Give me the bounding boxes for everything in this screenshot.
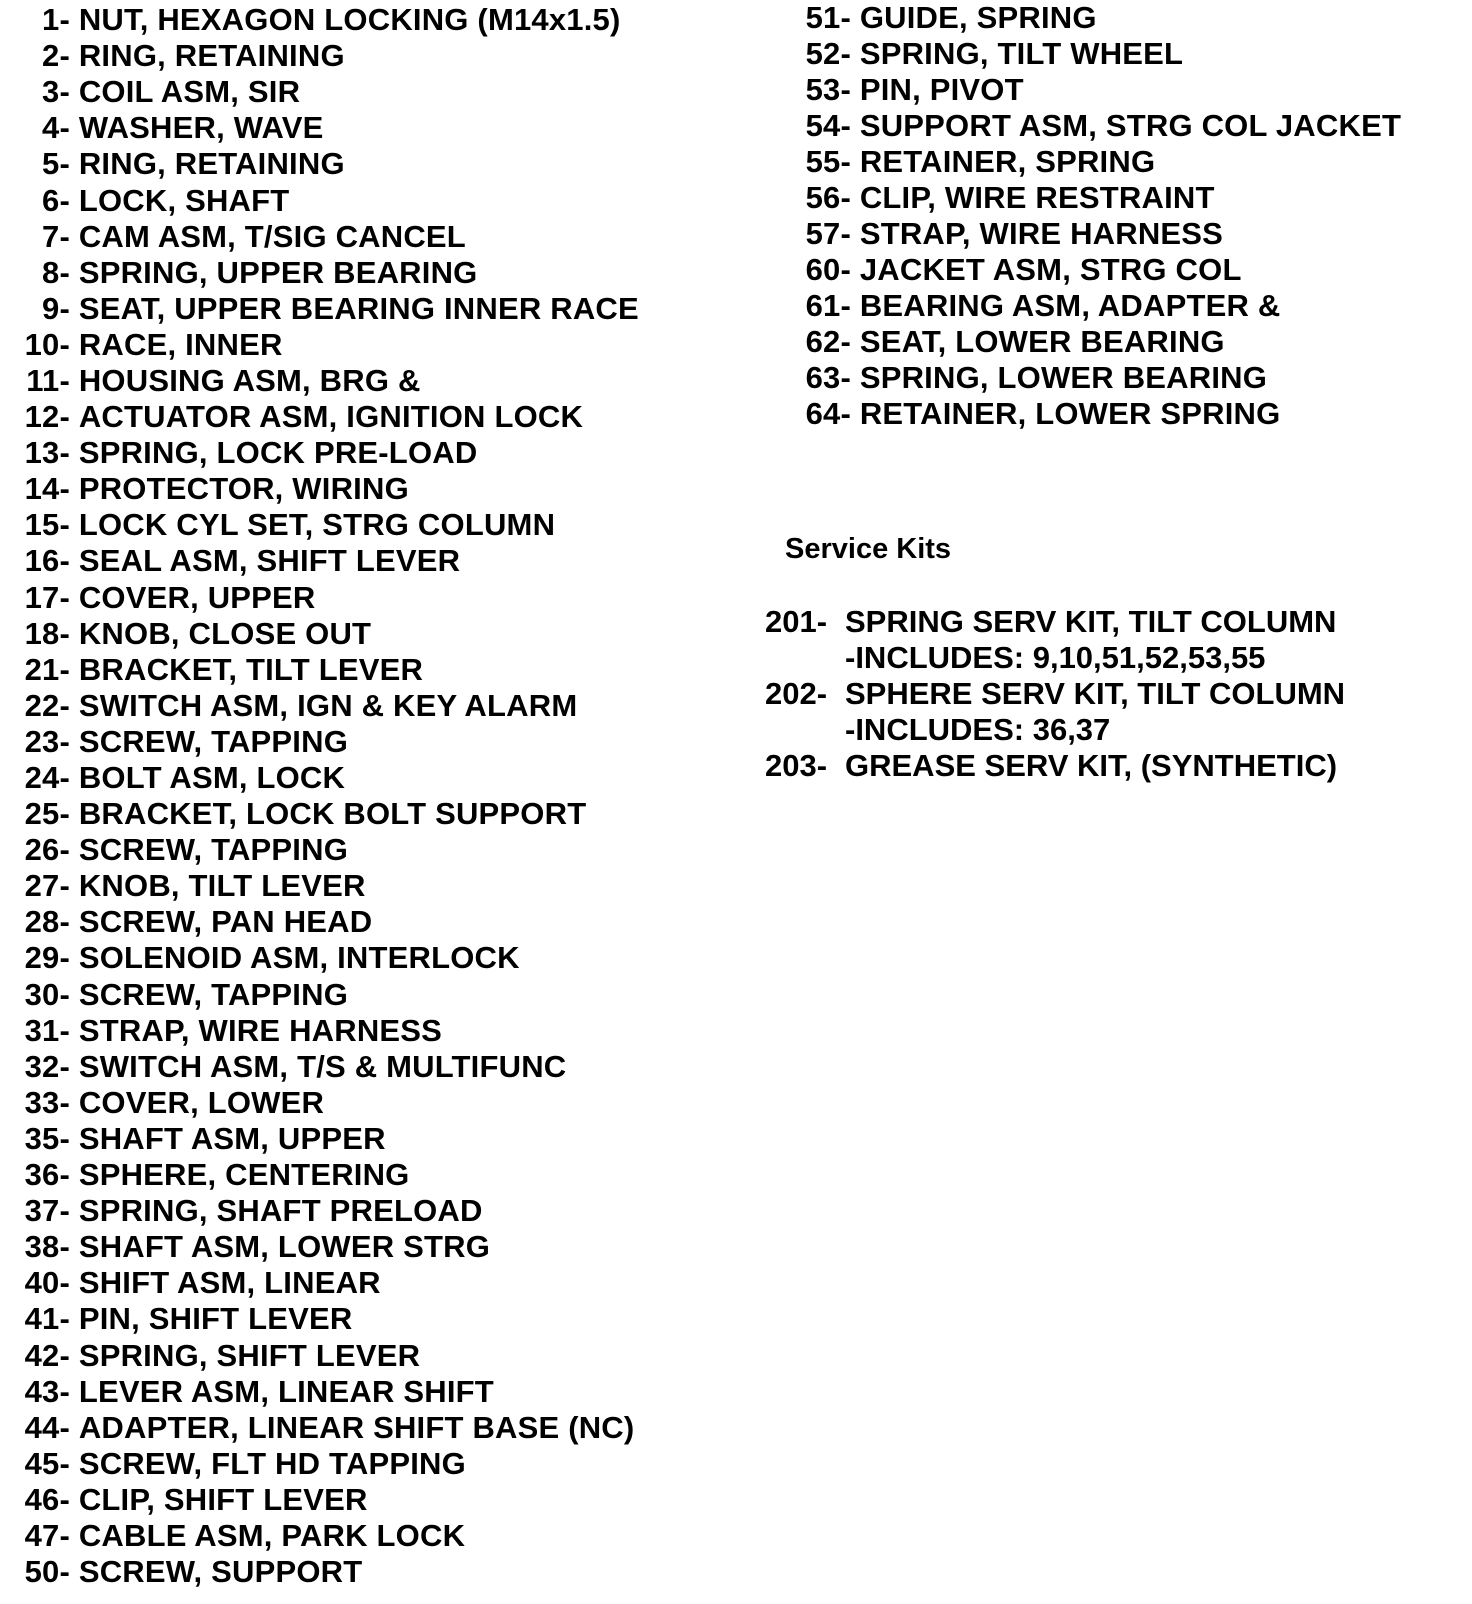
kit-description: SPHERE SERV KIT, TILT COLUMN <box>845 676 1346 711</box>
part-description: SPHERE, CENTERING <box>78 1157 410 1193</box>
part-item <box>789 72 1401 108</box>
part-description: SCREW, TAPPING <box>78 976 349 1012</box>
kit-description: GREASE SERV KIT, (SYNTHETIC) <box>845 748 1338 783</box>
part-item <box>789 144 1401 180</box>
part-description: COVER, LOWER <box>78 1084 325 1120</box>
part-number: 36- <box>24 1157 70 1193</box>
part-item <box>8 1265 639 1301</box>
part-item <box>8 1482 639 1518</box>
part-description: PROTECTOR, WIRING <box>78 471 409 507</box>
part-number: 26- <box>24 832 70 868</box>
left-parts-list <box>8 2 639 1590</box>
part-number: 8- <box>42 254 70 290</box>
part-number: 41- <box>24 1301 70 1337</box>
part-description: SWITCH ASM, T/S & MULTIFUNC <box>78 1048 567 1084</box>
part-number: 63- <box>805 360 851 395</box>
part-item <box>8 688 639 724</box>
part-description: KNOB, TILT LEVER <box>78 868 366 904</box>
part-number: 1- <box>42 2 70 38</box>
part-description: SCREW, PAN HEAD <box>78 904 373 940</box>
kit-includes: -INCLUDES: 9,10,51,52,53,55 <box>845 640 1266 675</box>
part-item <box>789 180 1401 216</box>
part-number: 55- <box>805 144 851 179</box>
kit-description: SPRING SERV KIT, TILT COLUMN <box>845 604 1337 639</box>
part-number: 22- <box>24 687 70 723</box>
part-description: SPRING, SHAFT PRELOAD <box>78 1193 483 1229</box>
part-number: 64- <box>805 396 851 431</box>
part-number: 7- <box>42 218 70 254</box>
part-description: LOCK, SHAFT <box>78 182 290 218</box>
part-item <box>789 324 1401 360</box>
part-item <box>8 1049 639 1085</box>
part-description: RACE, INNER <box>78 326 283 362</box>
service-kit-item <box>765 676 1345 748</box>
part-description: GUIDE, SPRING <box>859 0 1097 35</box>
part-description: CLIP, SHIFT LEVER <box>78 1481 368 1517</box>
part-item <box>8 616 639 652</box>
part-item <box>8 1374 639 1410</box>
part-number: 17- <box>24 579 70 615</box>
right-parts-list <box>789 0 1401 432</box>
part-item <box>789 36 1401 72</box>
part-item <box>8 868 639 904</box>
part-number: 42- <box>24 1337 70 1373</box>
part-number: 61- <box>805 288 851 323</box>
part-number: 30- <box>24 976 70 1012</box>
part-description: RING, RETAINING <box>78 38 345 74</box>
part-number: 43- <box>24 1373 70 1409</box>
part-description: SHAFT ASM, UPPER <box>78 1120 386 1156</box>
part-description: KNOB, CLOSE OUT <box>78 615 372 651</box>
part-number: 54- <box>805 108 851 143</box>
part-item <box>8 977 639 1013</box>
part-item <box>8 1157 639 1193</box>
part-number: 29- <box>24 940 70 976</box>
part-description: BRACKET, TILT LEVER <box>78 651 424 687</box>
part-description: SEAT, UPPER BEARING INNER RACE <box>78 290 639 326</box>
part-item <box>8 796 639 832</box>
part-number: 52- <box>805 36 851 71</box>
part-item <box>8 904 639 940</box>
part-description: BRACKET, LOCK BOLT SUPPORT <box>78 796 587 832</box>
part-item <box>8 471 639 507</box>
part-number: 16- <box>24 543 70 579</box>
part-description: PIN, SHIFT LEVER <box>78 1301 353 1337</box>
part-item <box>789 288 1401 324</box>
part-item <box>789 360 1401 396</box>
part-number: 25- <box>24 796 70 832</box>
part-description: WASHER, WAVE <box>78 110 324 146</box>
part-description: CABLE ASM, PARK LOCK <box>78 1517 466 1553</box>
kit-number: 203- <box>765 748 828 783</box>
kit-number: 202- <box>765 676 828 711</box>
part-description: BOLT ASM, LOCK <box>78 760 346 796</box>
part-item <box>8 652 639 688</box>
part-description: SCREW, TAPPING <box>78 832 349 868</box>
part-number: 44- <box>24 1409 70 1445</box>
part-number: 50- <box>24 1554 70 1590</box>
part-description: SPRING, SHIFT LEVER <box>78 1337 421 1373</box>
part-item <box>8 255 639 291</box>
part-item <box>8 146 639 182</box>
part-number: 37- <box>24 1193 70 1229</box>
part-item <box>789 396 1401 432</box>
part-number: 51- <box>805 0 851 35</box>
part-number: 4- <box>42 110 70 146</box>
part-number: 14- <box>24 471 70 507</box>
part-description: PIN, PIVOT <box>859 72 1024 107</box>
part-item <box>8 327 639 363</box>
part-item <box>8 219 639 255</box>
part-item <box>8 1337 639 1373</box>
part-item <box>8 1410 639 1446</box>
part-item <box>8 543 639 579</box>
part-description: SWITCH ASM, IGN & KEY ALARM <box>78 687 578 723</box>
part-description: COVER, UPPER <box>78 579 316 615</box>
part-description: ADAPTER, LINEAR SHIFT BASE (NC) <box>78 1409 635 1445</box>
part-number: 10- <box>24 326 70 362</box>
part-number: 5- <box>42 146 70 182</box>
part-description: BEARING ASM, ADAPTER & <box>859 288 1281 323</box>
part-description: SCREW, SUPPORT <box>78 1554 363 1590</box>
part-item <box>8 110 639 146</box>
part-description: RETAINER, SPRING <box>859 144 1156 179</box>
part-number: 2- <box>42 38 70 74</box>
part-number: 47- <box>24 1517 70 1553</box>
part-item <box>8 1446 639 1482</box>
part-description: STRAP, WIRE HARNESS <box>78 1012 443 1048</box>
part-description: SHAFT ASM, LOWER STRG <box>78 1229 491 1265</box>
part-number: 60- <box>805 252 851 287</box>
part-item <box>8 1121 639 1157</box>
part-description: SOLENOID ASM, INTERLOCK <box>78 940 520 976</box>
part-number: 38- <box>24 1229 70 1265</box>
service-kit-item <box>765 748 1345 784</box>
part-item <box>8 580 639 616</box>
part-item <box>8 760 639 796</box>
part-number: 27- <box>24 868 70 904</box>
part-item <box>8 2 639 38</box>
part-number: 11- <box>26 362 70 398</box>
part-item <box>789 108 1401 144</box>
part-item <box>8 832 639 868</box>
part-number: 6- <box>42 182 70 218</box>
part-number: 40- <box>24 1265 70 1301</box>
part-number: 33- <box>24 1084 70 1120</box>
kit-number: 201- <box>765 604 828 639</box>
part-item <box>8 1229 639 1265</box>
part-item <box>8 38 639 74</box>
part-item <box>8 1554 639 1590</box>
part-item <box>8 1518 639 1554</box>
part-item <box>789 252 1401 288</box>
part-item <box>789 0 1401 36</box>
part-number: 53- <box>805 72 851 107</box>
part-number: 31- <box>24 1012 70 1048</box>
part-description: ACTUATOR ASM, IGNITION LOCK <box>78 399 584 435</box>
part-description: LOCK CYL SET, STRG COLUMN <box>78 507 556 543</box>
part-number: 32- <box>24 1048 70 1084</box>
part-description: JACKET ASM, STRG COL <box>859 252 1242 287</box>
part-number: 18- <box>24 615 70 651</box>
part-description: COIL ASM, SIR <box>78 74 301 110</box>
part-description: SCREW, FLT HD TAPPING <box>78 1445 466 1481</box>
part-description: CLIP, WIRE RESTRAINT <box>859 180 1215 215</box>
part-description: SUPPORT ASM, STRG COL JACKET <box>859 108 1402 143</box>
part-number: 45- <box>24 1445 70 1481</box>
part-description: STRAP, WIRE HARNESS <box>859 216 1224 251</box>
part-number: 24- <box>24 760 70 796</box>
part-item <box>8 1193 639 1229</box>
part-number: 3- <box>42 74 70 110</box>
part-number: 23- <box>24 723 70 759</box>
part-number: 9- <box>42 290 70 326</box>
part-description: LEVER ASM, LINEAR SHIFT <box>78 1373 494 1409</box>
part-description: SEAT, LOWER BEARING <box>859 324 1225 359</box>
part-item <box>8 1301 639 1337</box>
part-description: SPRING, LOWER BEARING <box>859 360 1268 395</box>
part-number: 12- <box>24 399 70 435</box>
part-number: 13- <box>24 435 70 471</box>
part-item <box>8 435 639 471</box>
part-description: SEAL ASM, SHIFT LEVER <box>78 543 461 579</box>
part-number: 28- <box>24 904 70 940</box>
part-description: NUT, HEXAGON LOCKING (M14x1.5) <box>78 2 621 38</box>
part-item <box>8 1013 639 1049</box>
part-description: SCREW, TAPPING <box>78 723 349 759</box>
part-item <box>8 363 639 399</box>
part-number: 15- <box>24 507 70 543</box>
part-description: HOUSING ASM, BRG & <box>78 362 421 398</box>
part-number: 46- <box>24 1481 70 1517</box>
part-item <box>789 216 1401 252</box>
part-number: 21- <box>24 651 70 687</box>
part-item <box>8 399 639 435</box>
part-item <box>8 182 639 218</box>
service-kits-heading: Service Kits <box>785 533 952 565</box>
part-number: 35- <box>24 1120 70 1156</box>
part-description: SPRING, TILT WHEEL <box>859 36 1184 71</box>
part-item <box>8 291 639 327</box>
service-kit-item <box>765 604 1345 676</box>
part-item <box>8 724 639 760</box>
part-description: SPRING, UPPER BEARING <box>78 254 478 290</box>
part-description: SPRING, LOCK PRE-LOAD <box>78 435 478 471</box>
part-description: RING, RETAINING <box>78 146 345 182</box>
part-description: RETAINER, LOWER SPRING <box>859 396 1281 431</box>
part-description: SHIFT ASM, LINEAR <box>78 1265 381 1301</box>
kit-includes: -INCLUDES: 36,37 <box>845 712 1111 747</box>
part-item <box>8 1085 639 1121</box>
part-item <box>8 507 639 543</box>
service-kits-list <box>765 604 1345 784</box>
part-description: CAM ASM, T/SIG CANCEL <box>78 218 466 254</box>
part-number: 62- <box>805 324 851 359</box>
part-number: 57- <box>805 216 851 251</box>
part-item <box>8 74 639 110</box>
part-item <box>8 940 639 976</box>
part-number: 56- <box>805 180 851 215</box>
